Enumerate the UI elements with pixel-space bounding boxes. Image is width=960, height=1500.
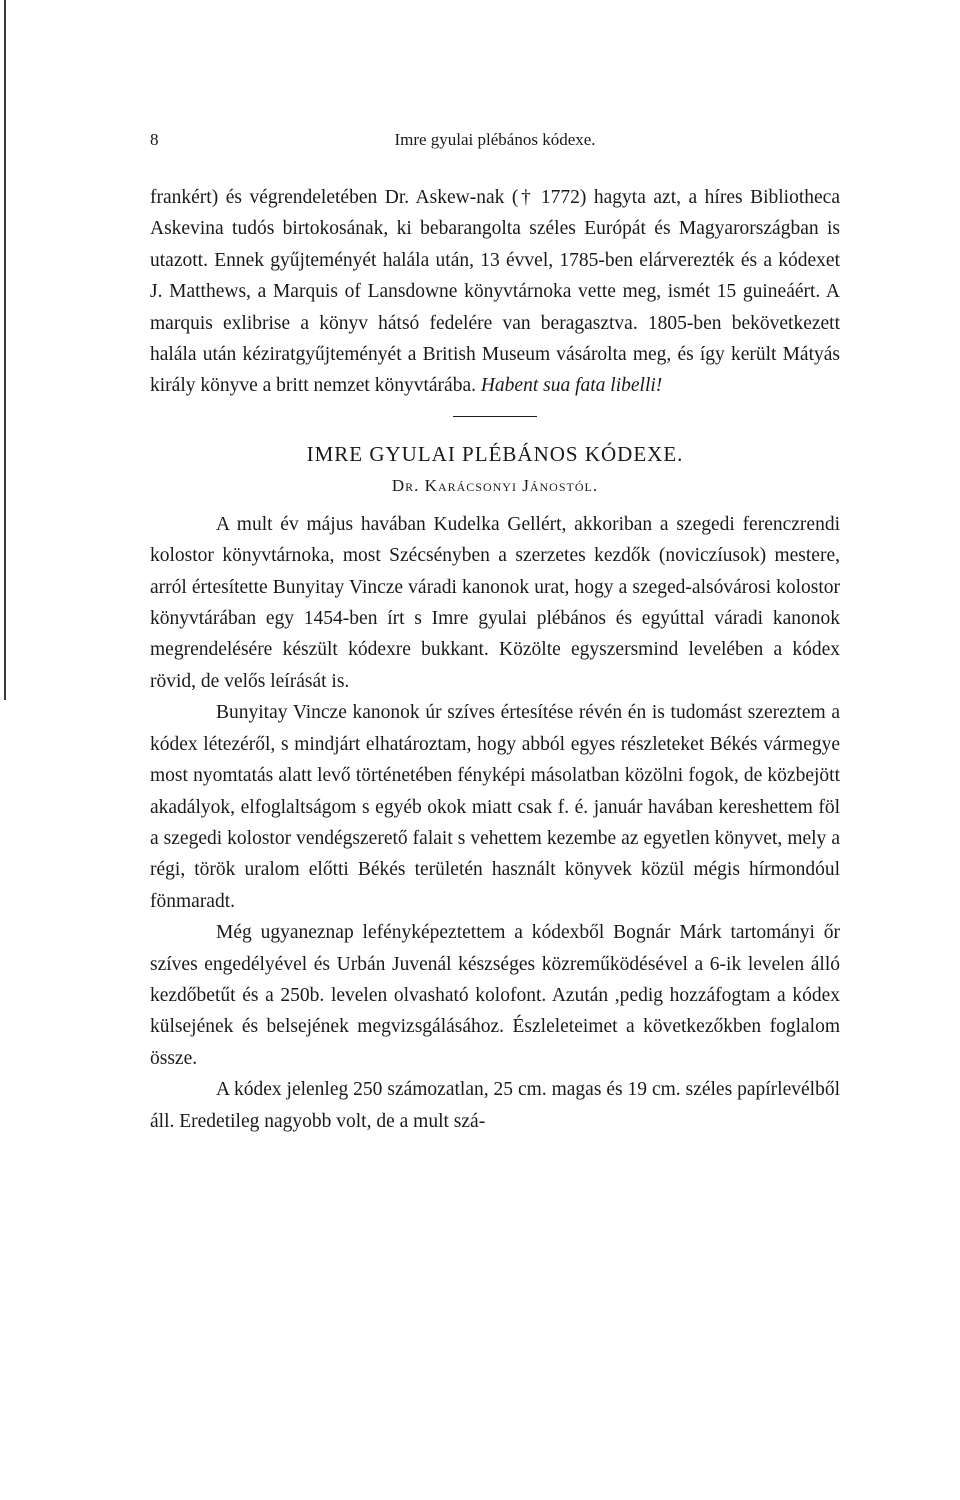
- body-text: [150, 182, 840, 1137]
- paragraph: A mult év május havában Kudelka Gellért, akkoriban a szegedi ferenczrendi kolostor könyvtárnoka, most Szécsényben a szerzetes kezdők (noviczíusok) mestere, arról értesítette Bunyitay Vincze váradi kanonok urat, hogy a szeged-alsóvárosi kolostor könyvtárában egy 1454-ben írt s Imre gyulai plébános és egyúttal váradi kanonok megrendelésére készült kódexre bukkant. Közölte egyszersmind levelében a kódex rövid, de velős leírását is.: [150, 513, 840, 692]
- paragraph-continued: [150, 182, 840, 402]
- latin-quote: Habent sua fata libelli!: [480, 375, 663, 397]
- article-title: IMRE GYULAI PLÉBÁNOS KÓDEXE.: [306, 441, 684, 466]
- page-edge-line: [4, 0, 6, 700]
- page-number: 8: [150, 130, 159, 149]
- page-header: [150, 130, 840, 156]
- paragraph-text: frankért) és végrendeletében Dr. Askew-nak († 1772) hagyta azt, a híres Bibliotheca Askevina tudós birtokosának, ki bebarangolta széles Európát és Magyarországban is utazott. Ennek gyűjteményét halála után, 13 évvel, 1785-ben elárverezték és a kódexet J. Matthews, a Marquis of Lansdowne könyvtárnoka vette meg, ismét 15 guineáért. A marquis exlibrise a könyv hátsó fedelére van beragasztva. 1805-ben bekövetkezett halála után kéziratgyűjteményét a British Museum vásárolta meg, és így került Mátyás király könyve a britt nemzet könyvtárába.: [150, 187, 840, 397]
- paragraph: Még ugyaneznap lefényképeztettem a kódexből Bognár Márk tartományi őr szíves engedélyével és Urbán Juvenál készséges közreműködésével a 6-ik levelen álló kezdőbetűt és a 250b. levelen olvasható kolofont. Azután ,pedig hozzáfogtam a kódex külsejének és belsejének megvizsgálásához. Észleleteimet a következőkben foglalom össze.: [150, 922, 840, 1069]
- paragraph: A kódex jelenleg 250 számozatlan, 25 cm. magas és 19 cm. széles papírlevélből áll. Eredetileg nagyobb volt, de a mult szá-: [150, 1079, 840, 1132]
- section-divider: [453, 416, 537, 417]
- running-title: Imre gyulai plébános kódexe.: [394, 130, 596, 149]
- paragraph: Bunyitay Vincze kanonok úr szíves értesítése révén én is tudomást szereztem a kódex létezéről, s mindjárt elhatároztam, hogy abból egyes részleteket Békés vármegye most nyomtatás alatt levő történetében fényképi másolatban közölni fogok, de közbejött akadályok, elfoglaltságom s egyéb okok miatt csak f. é. január havában kereshettem föl a szegedi kolostor vendégszerető falait s vehettem kezembe az egyetlen könyvet, mely a régi, török uralom előtti Békés területén használt könyvek közül mégis hírmondóul fönmaradt.: [150, 702, 840, 912]
- article-author: Dr. Karácsonyi Jánostól.: [391, 475, 599, 495]
